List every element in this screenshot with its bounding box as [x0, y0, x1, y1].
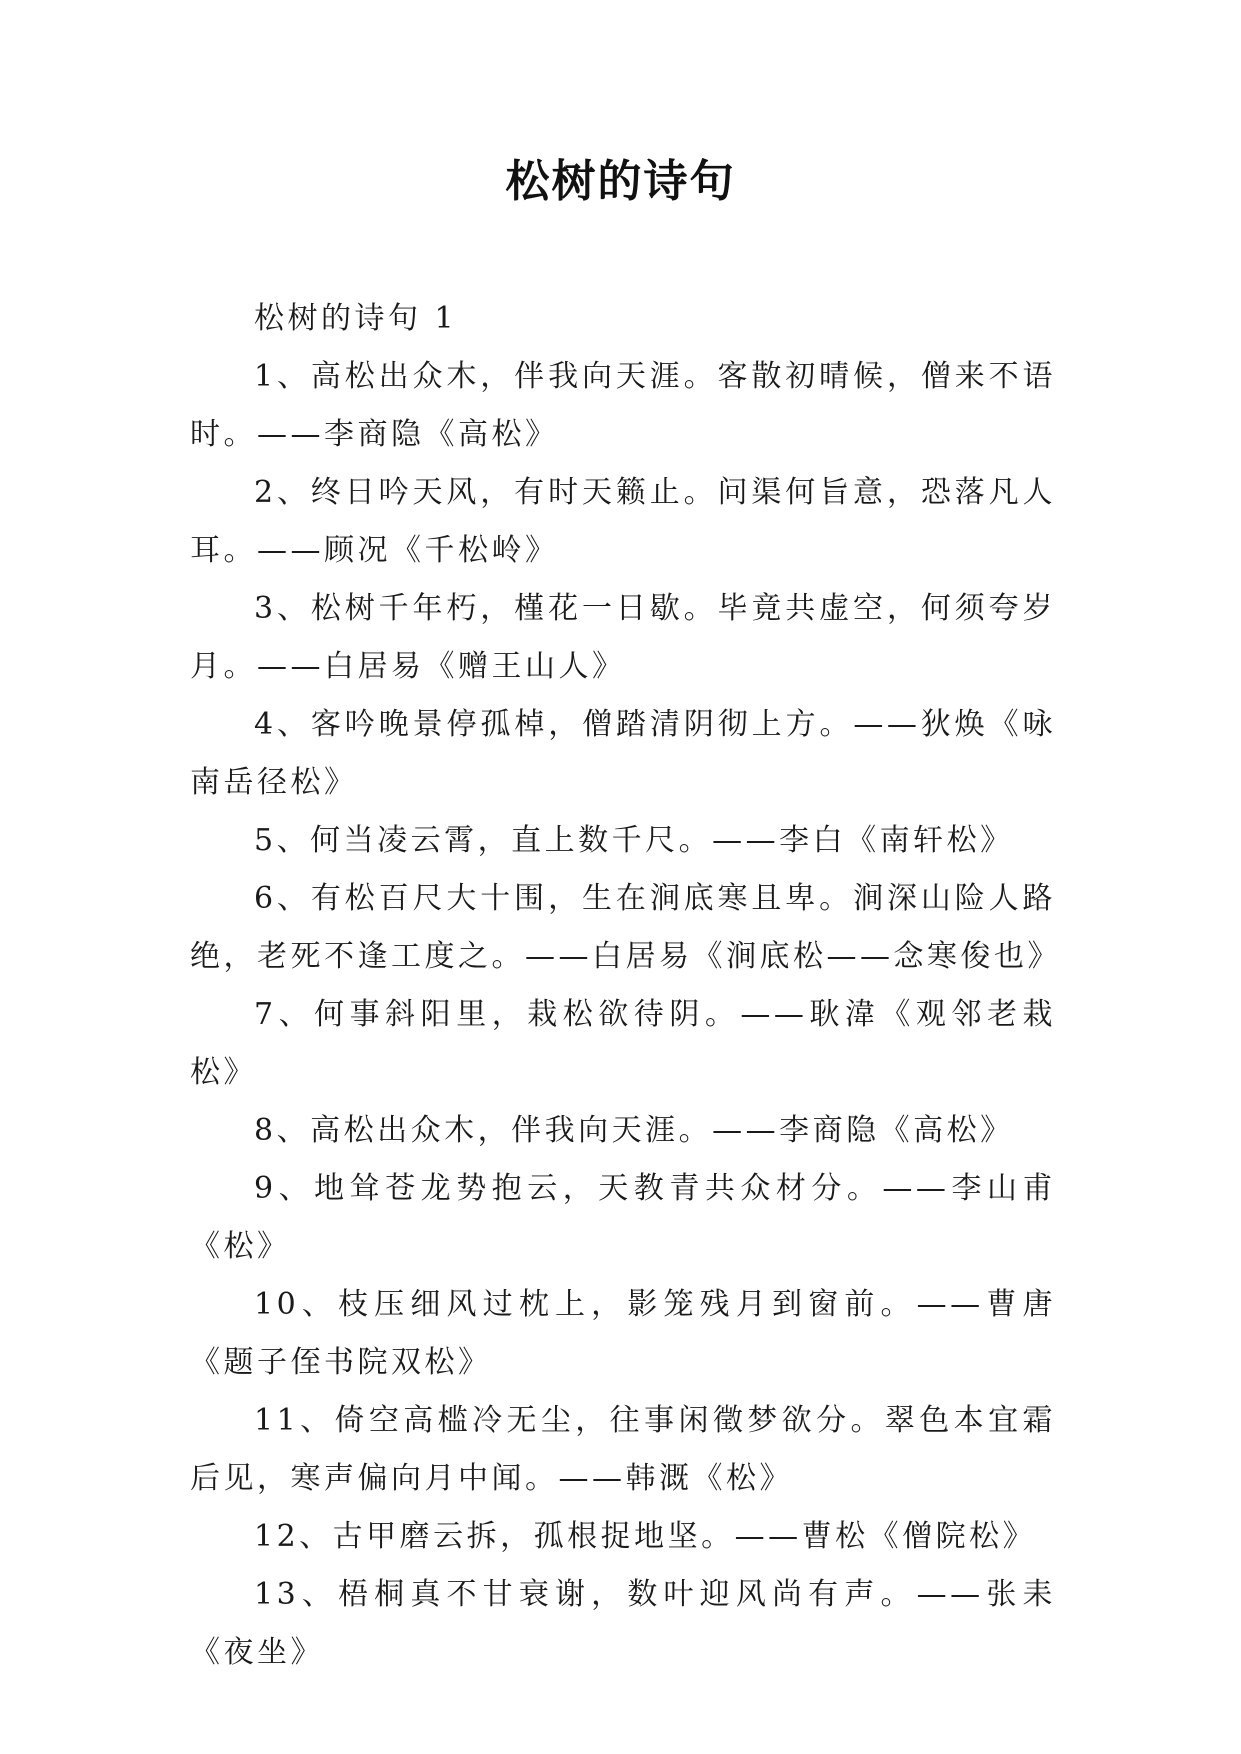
- page-title: 松树的诗句: [505, 156, 736, 207]
- poem-line-1: 1、高松出众木，伴我向天涯。客散初晴候，僧来不语时。——李商隐《高松》: [190, 359, 1056, 452]
- section-heading: 松树的诗句 1: [254, 301, 458, 336]
- document-body: [190, 290, 1061, 1682]
- poem-line-8: 8、高松出众木，伴我向天涯。——李商隐《高松》: [254, 1113, 1014, 1148]
- poem-line-13: 13、梧桐真不甘衰谢，数叶迎风尚有声。——张耒《夜坐》: [190, 1577, 1056, 1670]
- poem-line-6: 6、有松百尺大十围，生在涧底寒且卑。涧深山险人路绝，老死不逢工度之。——白居易《涧底松——念寒俊也》: [190, 881, 1061, 974]
- poem-line-10: 10、枝压细风过枕上，影笼残月到窗前。——曹唐《题子侄书院双松》: [190, 1287, 1056, 1380]
- poem-line-5: 5、何当凌云霄，直上数千尺。——李白《南轩松》: [254, 823, 1014, 858]
- poem-line-9: 9、地耸苍龙势抱云，天教青共众材分。——李山甫《松》: [190, 1171, 1056, 1264]
- poem-line-11: 11、倚空高槛冷无尘，往事闲徵梦欲分。翠色本宜霜后见，寒声偏向月中闻。——韩溉《松》: [190, 1403, 1056, 1496]
- poem-line-12: 12、古甲磨云拆，孤根捉地坚。——曹松《僧院松》: [254, 1519, 1037, 1554]
- poem-line-3: 3、松树千年朽，槿花一日歇。毕竟共虚空，何须夸岁月。——白居易《赠王山人》: [190, 591, 1056, 684]
- poem-line-7: 7、何事斜阳里，栽松欲待阴。——耿湋《观邻老栽松》: [190, 997, 1056, 1090]
- poem-line-4: 4、客吟晚景停孤棹，僧踏清阴彻上方。——狄焕《咏南岳径松》: [190, 707, 1056, 800]
- poem-line-2: 2、终日吟天风，有时天籁止。问渠何旨意，恐落凡人耳。——顾况《千松岭》: [190, 475, 1056, 568]
